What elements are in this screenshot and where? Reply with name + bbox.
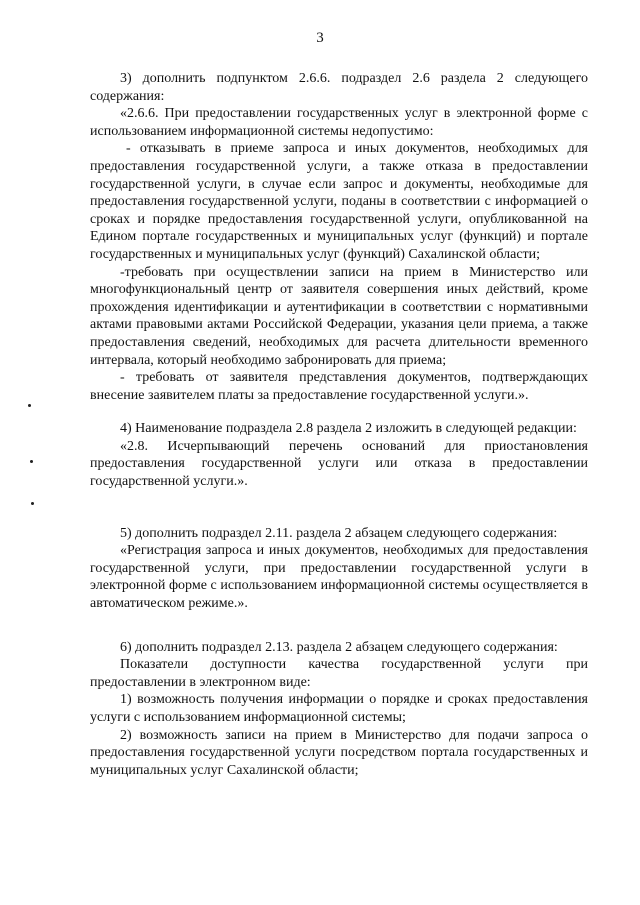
paragraph: 3) дополнить подпунктом 2.6.6. подраздел 2.6 раздела 2 следующего содержания:	[90, 71, 588, 104]
paragraph: 4) Наименование подраздела 2.8 раздела 2 изложить в следующей редакции:	[120, 421, 577, 437]
document-body	[90, 70, 588, 779]
paragraph: «Регистрация запроса и иных документов, необходимых для предоставления государственной услуги, при предоставлении государственной услуги в электронной форме с использованием информационной системы осуществляется в автоматическом режиме.».	[90, 543, 588, 612]
page-number: 3	[316, 30, 324, 46]
margin-mark	[30, 460, 33, 463]
paragraph: - требовать от заявителя представления документов, подтверждающих внесение заявителем платы за предоставление государственной услуги.».	[90, 370, 588, 403]
paragraph: 5) дополнить подраздел 2.11. раздела 2 абзацем следующего содержания:	[120, 525, 558, 541]
paragraph: 6) дополнить подраздел 2.13. раздела 2 абзацем следующего содержания:	[120, 639, 558, 655]
paragraph: - отказывать в приеме запроса и иных документов, необходимых для предоставления государственной услуги, а также отказа в предоставлении государственной услуги, в случае если запрос и документы, необходимые для предоставления государственной услуги, поданы в соответствии с информацией о сроках и порядке предоставления государственной услуги, опубликованной на Едином портале государственных и муниципальных услуг (функций) и портале государственных и муниципальных услуг (функций) Сахалинской области;	[90, 141, 588, 262]
paragraph: «2.8. Исчерпывающий перечень оснований для приостановления предоставления государственной услуги или отказа в предоставлении государственной услуги.».	[90, 438, 588, 490]
paragraph: «2.6.6. При предоставлении государственных услуг в электронной форме с использованием информационной системы недопустимо:	[90, 106, 588, 139]
margin-mark	[28, 404, 31, 407]
paragraph: 2) возможность записи на прием в Министерство для подачи запроса о предоставления государственной услуги посредством портала государственных и муниципальных услуг Сахалинской области;	[90, 727, 588, 778]
margin-mark	[31, 502, 34, 505]
paragraph: 1) возможность получения информации о порядке и сроках предоставления услуги с использованием информационной системы;	[90, 692, 588, 725]
paragraph: -требовать при осуществлении записи на прием в Министерство или многофункциональный центр от заявителя совершения иных действий, кроме прохождения идентификации и аутентификации в соответствии с нормативными актами правовыми актами Российской Федерации, указания цели приема, а также предоставления сведений, необходимых для расчета длительности временного интервала, который необходимо забронировать для приема;	[90, 264, 588, 368]
paragraph: Показатели доступности качества государственной услуги при предоставлении в электронном виде:	[90, 657, 588, 690]
